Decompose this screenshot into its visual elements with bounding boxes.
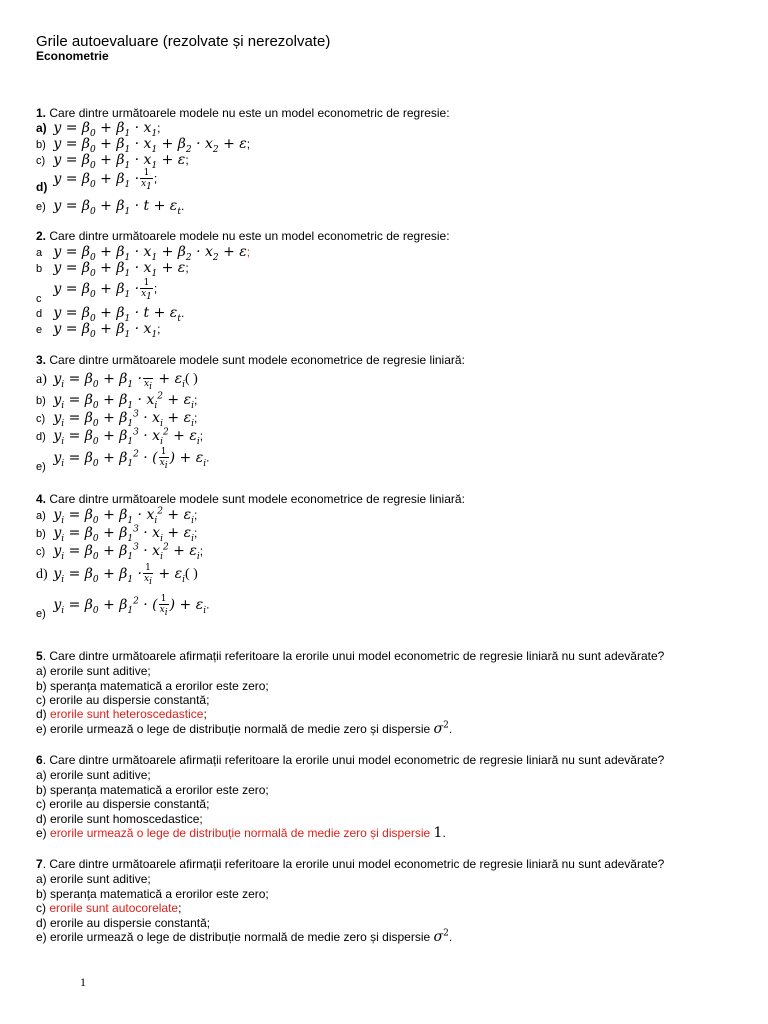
option-label: d (36, 308, 43, 320)
option-label: a) (36, 121, 47, 135)
q2-option-d: d $y = \beta_0 + \beta_1 \cdot t + \varepsilon_t$. (36, 305, 185, 324)
q5-option-a: a) erorile sunt aditive; (36, 664, 151, 678)
option-label: e) (36, 607, 46, 620)
document-title: Grile autoevaluare (rezolvate și nerezolvate) (36, 33, 331, 50)
q7-option-b: b) speranța matematică a erorilor este zero; (36, 887, 269, 901)
question-3 (36, 353, 465, 367)
question-text: Care dintre următoarele modele nu este un model econometric de regresie: (46, 229, 450, 243)
page-number: 1 (80, 975, 86, 989)
question-6 (36, 753, 664, 767)
question-2 (36, 229, 450, 243)
q2-option-b: b $y = \beta_0 + \beta_1 \cdot x_1 + \varepsilon$; (36, 260, 189, 279)
q7-option-a: a) erorile sunt aditive; (36, 872, 151, 886)
q3-option-c: c) $y_i = \beta_0 + \beta_1^3 \cdot x_i + \varepsilon_i$; (36, 409, 198, 429)
q4-option-b: b) $y_i = \beta_0 + \beta_1^3 \cdot x_i + \varepsilon_i$; (36, 524, 198, 544)
document-subject: Econometrie (36, 49, 109, 63)
option-label: b) (36, 528, 46, 540)
option-label: c) (36, 546, 46, 558)
question-text: . Care dintre următoarele afirmații referitoare la erorile unui model econometric de regresie liniară nu sunt adevărate? (42, 753, 665, 767)
q1-option-d: d) $y = \beta_0 + \beta_1$ · $\frac{1}{x_1}$ ; (36, 168, 158, 194)
question-number: 3. (36, 353, 47, 367)
q4-option-c: c) $y_i = \beta_0 + \beta_1^3 \cdot x_i^2 + \varepsilon_i$; (36, 542, 204, 562)
dispersion-value: 1 (433, 825, 443, 841)
option-label: c) (36, 901, 50, 915)
q1-option-e: e) $y = \beta_0 + \beta_1 \cdot t + \varepsilon_t$. (36, 198, 185, 217)
question-text: Care dintre următoarele modele sunt modele econometrice de regresie liniară: (46, 353, 465, 367)
q7-option-e: e) erorile urmează o lege de distribuție normală de medie zero și dispersie $\sigma^2$. (36, 928, 453, 945)
option-label: d) (36, 707, 51, 721)
question-number: 1. (36, 106, 47, 120)
question-number: 7 (36, 857, 43, 871)
option-label: d) (36, 179, 48, 194)
q4-option-e: e) $y_i = \beta_0 + \beta_1^2$ · ( $\frac{1}{x_i}$ ) + $\varepsilon_i$. (36, 594, 210, 620)
q7-option-d: d) erorile au dispersie constantă; (36, 916, 211, 930)
question-number: 2. (36, 229, 47, 243)
question-4 (36, 492, 465, 506)
question-number: 4. (36, 492, 47, 506)
option-label: b (36, 263, 43, 275)
option-label: a) (36, 371, 47, 387)
option-label: a) (36, 510, 46, 522)
q6-option-e: e) erorile urmează o lege de distribuție normală de medie zero și dispersie 1. (36, 825, 446, 841)
option-label: e) (36, 201, 46, 213)
q2-option-a: a $y = \beta_0 + \beta_1 \cdot x_1 + \beta_2 \cdot x_2 + \varepsilon$; (36, 244, 251, 263)
answer-highlight: erorile urmează o lege de distribuție normală de medie zero și dispersie (50, 826, 434, 840)
question-7 (36, 857, 664, 871)
option-text: e) erorile urmează o lege de distribuție normală de medie zero și dispersie (36, 722, 434, 736)
answer-highlight: erorile sunt heteroscedastice (50, 707, 204, 721)
q4-option-d: d) $y_i = \beta_0 + \beta_1$ · $\frac{1}{x_i}$ + $\varepsilon_i$( ) (36, 563, 198, 587)
option-label: e) (36, 826, 51, 840)
q3-option-e: e) $y_i = \beta_0 + \beta_1^2$ · ( $\frac{1}{x_i}$ ) + $\varepsilon_i$. (36, 447, 210, 473)
option-label: b) (36, 395, 46, 407)
q6-option-d: d) erorile sunt homoscedastice; (36, 812, 203, 826)
q5-option-c: c) erorile au dispersie constantă; (36, 693, 210, 707)
q6-option-c: c) erorile au dispersie constantă; (36, 797, 210, 811)
question-text: Care dintre următoarele modele nu este un model econometric de regresie: (46, 106, 450, 120)
option-label: c (36, 292, 42, 305)
q7-option-c: c) erorile sunt autocorelate; (36, 901, 182, 915)
q3-option-b: b) $y_i = \beta_0 + \beta_1 \cdot x_i^2 + \varepsilon_i$; (36, 391, 198, 411)
question-number: 5 (36, 649, 43, 663)
q4-option-a: a) $y_i = \beta_0 + \beta_1 \cdot x_i^2 + \varepsilon_i$; (36, 506, 198, 526)
q6-option-a: a) erorile sunt aditive; (36, 768, 151, 782)
option-label: b) (36, 139, 46, 151)
q1-option-c: c) $y = \beta_0 + \beta_1 \cdot x_1 + \varepsilon$; (36, 152, 189, 171)
option-label: d) (36, 566, 48, 582)
q3-option-a: a) $y_i = \beta_0 + \beta_1$ · $x_i$ + $\varepsilon_i$( ) (36, 368, 198, 389)
option-label: e) (36, 460, 46, 473)
question-text: . Care dintre următoarele afirmații referitoare la erorile unui model econometric de regresie liniară nu sunt adevărate? (42, 857, 665, 871)
answer-highlight: erorile sunt autocorelate (49, 901, 179, 915)
q1-option-a: a) $y = \beta_0 + \beta_1 \cdot x_1$; (36, 120, 161, 139)
q2-option-c: c $y = \beta_0 + \beta_1$ · $\frac{1}{x_1}$ ; (36, 278, 158, 305)
q5-option-b: b) speranța matematică a erorilor este zero; (36, 679, 269, 693)
q6-option-b: b) speranța matematică a erorilor este zero; (36, 783, 269, 797)
option-label: a (36, 247, 43, 259)
option-label: d) (36, 431, 46, 443)
option-label: c) (36, 413, 46, 425)
q3-option-d: d) $y_i = \beta_0 + \beta_1^3 \cdot x_i^2 + \varepsilon_i$; (36, 427, 204, 447)
q2-option-e: e $y = \beta_0 + \beta_1 \cdot x_1$; (36, 321, 161, 340)
question-text: Care dintre următoarele modele sunt modele econometrice de regresie liniară: (46, 492, 465, 506)
question-1 (36, 106, 450, 120)
q5-option-d: d) erorile sunt heteroscedastice; (36, 707, 207, 721)
question-text: . Care dintre următoarele afirmații referitoare la erorile unui model econometric de regresie liniară nu sunt adevărate? (42, 649, 665, 663)
option-label: c) (36, 155, 46, 167)
option-label: e (36, 324, 43, 336)
q1-option-b: b) $y = \beta_0 + \beta_1 \cdot x_1 + \beta_2 \cdot x_2 + \varepsilon$; (36, 136, 251, 155)
option-text: e) erorile urmează o lege de distribuție normală de medie zero și dispersie (36, 930, 434, 944)
q5-option-e: e) erorile urmează o lege de distribuție normală de medie zero și dispersie $\sigma^2$. (36, 720, 453, 737)
question-5 (36, 649, 664, 663)
question-number: 6 (36, 753, 43, 767)
